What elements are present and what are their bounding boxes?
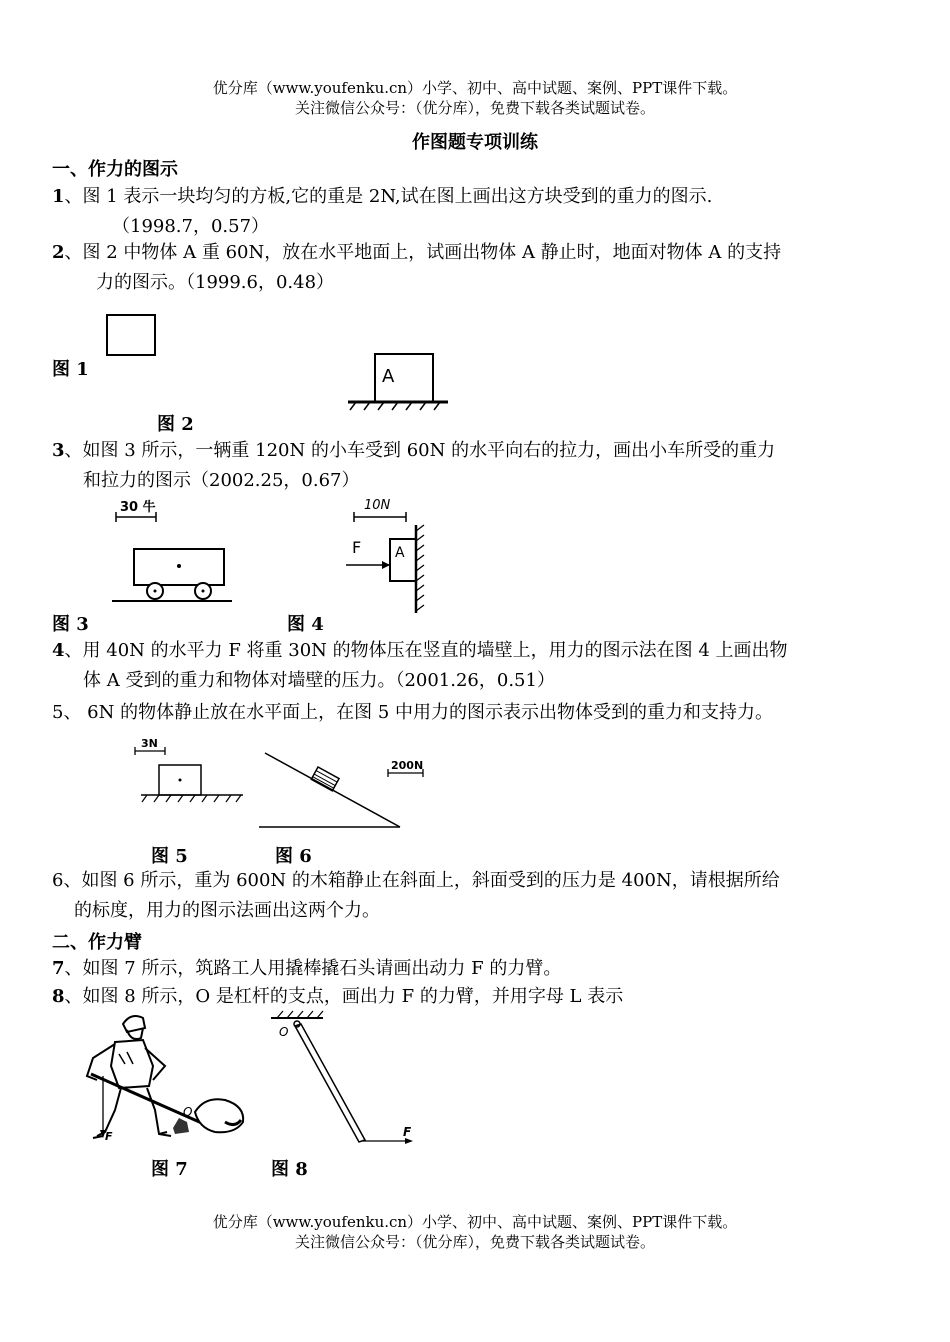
scale-label-fig4: 10N [364, 498, 391, 513]
square-plate [107, 315, 155, 355]
block-a-label: A [382, 366, 395, 387]
figure-1 [100, 310, 170, 370]
question-6: 6、如图 6 所示，重为 600N 的木箱静止在斜面上，斜面受到的压力是 400N，请根据所给 的标度，用力的图示法画出这两个力。 [52, 870, 780, 921]
caption-fig-7: 图 7 [151, 1159, 188, 1180]
cart-center-dot [177, 564, 181, 568]
rock [195, 1099, 243, 1132]
caption-fig-6: 图 6 [275, 846, 312, 867]
figure-7 [75, 1010, 255, 1150]
force-label-fig4: F [352, 538, 362, 557]
figure-4 [340, 495, 440, 620]
question-5: 5、 6N 的物体静止放在水平面上，在图 5 中用力的图示表示出物体受到的重力和支持力。 [52, 702, 773, 723]
question-8: 8、如图 8 所示，O 是杠杆的支点，画出力 F 的力臂，并用字母 L 表示 [52, 986, 624, 1007]
caption-fig-4: 图 4 [287, 614, 324, 635]
question-1: 1、图 1 表示一块均匀的方板,它的重是 2N,试在图上画出这方块受到的重力的图示. （1998.7，0.57） [52, 186, 713, 237]
question-3: 3、如图 3 所示，一辆重 120N 的小车受到 60N 的水平向右的拉力，画出小车所受的重力 和拉力的图示（2002.25，0.67） [52, 440, 776, 491]
header-line-2: 关注微信公众号：（优分库），免费下载各类试题试卷。 [294, 99, 655, 117]
force-label-fig7: F [105, 1130, 113, 1143]
figure-2 [340, 350, 460, 415]
pivot-stone [173, 1118, 189, 1134]
ceiling-hatching [277, 1011, 323, 1018]
pivot-label-fig8: O [279, 1025, 289, 1039]
question-7: 7、如图 7 所示，筑路工人用撬棒撬石头请画出动力 F 的力臂。 [52, 958, 562, 979]
lever [295, 1024, 365, 1142]
caption-fig-3: 图 3 [52, 614, 89, 635]
page-title: 作图题专项训练 [412, 132, 538, 153]
header-line-1: 优分库（www.youfenku.cn）小学、初中、高中试题、案例、PPT课件下载。 [212, 79, 738, 97]
footer-line-2: 关注微信公众号：（优分库），免费下载各类试题试卷。 [294, 1233, 655, 1251]
pivot-label-fig7: O [183, 1105, 193, 1119]
footer-line-1: 优分库（www.youfenku.cn）小学、初中、高中试题、案例、PPT课件下载。 [212, 1213, 738, 1231]
crowbar [91, 1074, 213, 1128]
figure-8 [265, 1010, 425, 1150]
section-2-heading: 二、作力臂 [52, 932, 142, 953]
caption-fig-1: 图 1 [52, 359, 89, 380]
force-label-fig8: F [403, 1125, 412, 1139]
caption-fig-8: 图 8 [271, 1159, 308, 1180]
figure-3 [110, 495, 240, 610]
ground-hatching-fig5 [142, 795, 241, 802]
scale-label-fig5: 3N [141, 737, 158, 750]
scale-label-fig6: 200N [391, 759, 424, 772]
figure-5 [135, 735, 250, 815]
caption-fig-2: 图 2 [157, 414, 194, 435]
block-a-label-fig4: A [395, 545, 405, 561]
question-2: 2、图 2 中物体 A 重 60N，放在水平地面上，试画出物体 A 静止时，地面对物体 A 的支持 力的图示。（1999.6，0.48） [52, 242, 782, 293]
scale-label-fig3: 30 牛 [120, 500, 156, 515]
section-1-heading: 一、作力的图示 [52, 159, 178, 180]
question-4: 4、用 40N 的水平力 F 将重 30N 的物体压在竖直的墙壁上，用力的图示法在图 4 上画出物 体 A 受到的重力和物体对墙壁的压力。（2001.26，0.51） [52, 640, 788, 691]
wooden-crate [311, 767, 339, 791]
figure-6 [255, 745, 455, 835]
caption-fig-5: 图 5 [151, 846, 188, 867]
